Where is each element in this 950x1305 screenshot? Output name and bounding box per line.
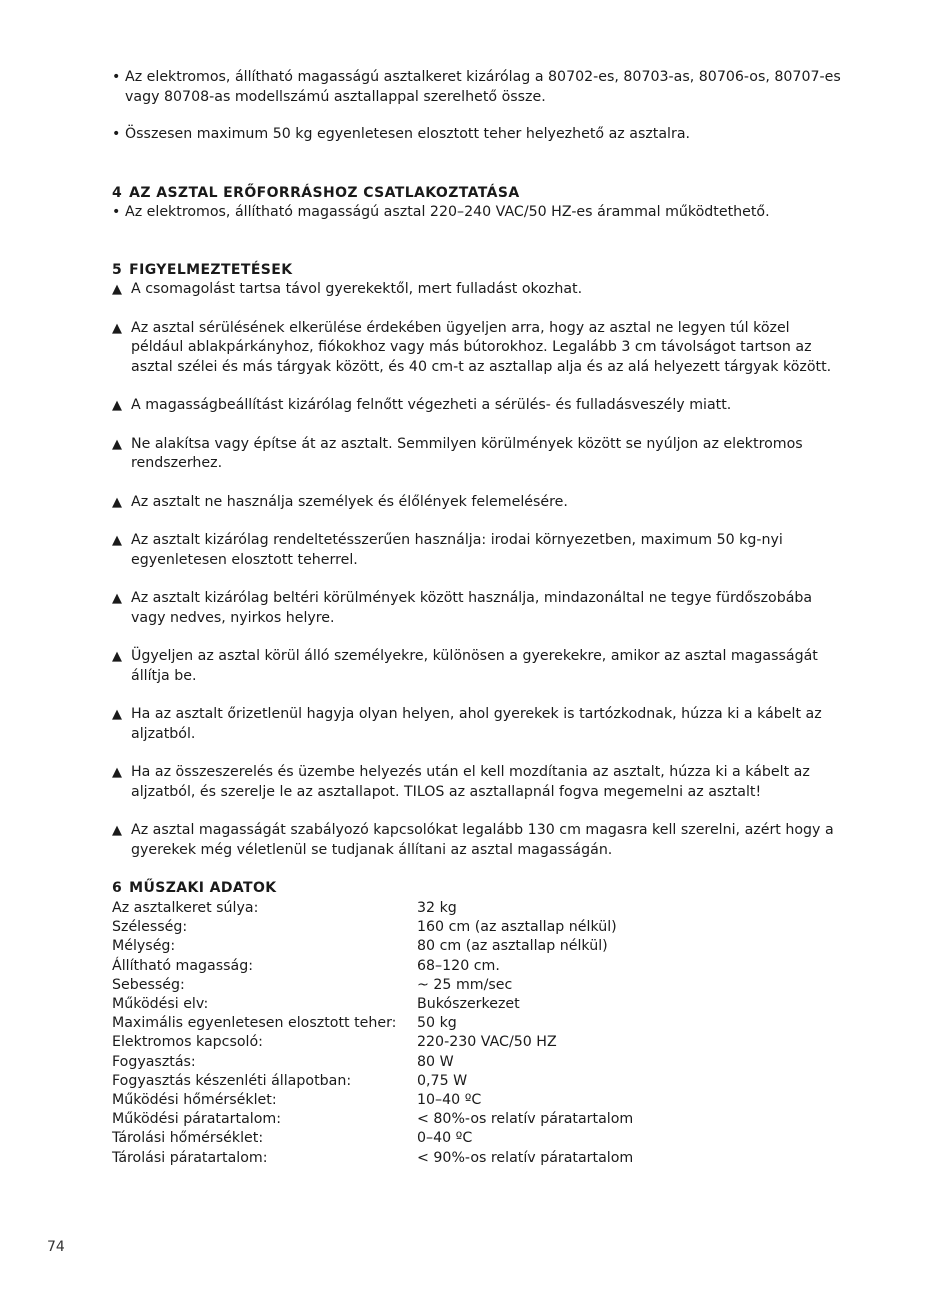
section-title: FIGYELMEZTETÉSEK (129, 262, 293, 278)
bullet-dot: • (112, 69, 121, 85)
spec-row (112, 899, 842, 918)
spec-value: 50 kg (417, 1015, 457, 1032)
spec-row (112, 1149, 842, 1168)
intro-bullet (112, 125, 842, 145)
spec-value: 0,75 W (417, 1072, 468, 1089)
section-4-heading (112, 184, 842, 203)
warning-triangle-icon: ▲ (112, 494, 122, 510)
section-number: 4 (112, 184, 123, 201)
warning-triangle-icon: ▲ (112, 398, 122, 413)
warning-item (112, 531, 842, 570)
spec-value: ~ 25 mm/sec (417, 976, 513, 993)
warning-item (112, 705, 842, 744)
spec-label: Maximális egyenletesen elosztott teher: (112, 1015, 397, 1032)
section-5-heading (112, 261, 842, 280)
spec-row (112, 1033, 842, 1052)
bullet-dot: • (112, 126, 121, 142)
spec-value: 80 W (417, 1053, 454, 1070)
spec-row (112, 1072, 842, 1091)
spec-label: Elektromos kapcsoló: (112, 1034, 263, 1051)
spec-value: < 80%-os relatív páratartalom (417, 1111, 634, 1128)
warning-text: Az asztalt kizárólag beltéri körülmények között használja, mindazonáltal ne tegye fürdőszobába vagy nedves, nyirkos helyre. (131, 590, 813, 626)
spec-row (112, 1091, 842, 1110)
spec-row (112, 976, 842, 995)
warning-triangle-icon: ▲ (112, 533, 122, 548)
warning-text: A magasságbeállítást kizárólag felnőtt végezheti a sérülés- és fulladásveszély miatt. (131, 397, 732, 413)
spec-row (112, 937, 842, 956)
spec-row (112, 1129, 842, 1148)
warning-item (112, 280, 842, 300)
section-title: AZ ASZTAL ERŐFORRÁSHOZ CSATLAKOZTATÁSA (129, 184, 520, 201)
warnings-list (112, 280, 842, 860)
warning-text: Az asztalt kizárólag rendeltetésszerűen használja: irodai környezetben, maximum 50 kg-nyi egyenletesen elosztott teherrel. (131, 532, 783, 568)
warning-text: Ha az asztalt őrizetlenül hagyja olyan helyen, ahol gyerekek is tartózkodnak, húzza ki a kábelt az aljzatból. (131, 706, 822, 742)
page-number: 74 (47, 1239, 65, 1255)
intro-bullet-text: Összesen maximum 50 kg egyenletesen elosztott teher helyezhető az asztalra. (125, 126, 691, 142)
warning-text: A csomagolást tartsa távol gyerekektől, mert fulladást okozhat. (131, 281, 583, 297)
section-number: 5 (112, 262, 123, 278)
warning-triangle-icon: ▲ (112, 436, 122, 452)
warning-item (112, 589, 842, 628)
spec-label: Fogyasztás: (112, 1053, 196, 1070)
warning-triangle-icon: ▲ (112, 765, 122, 780)
spec-value: 220-230 VAC/50 HZ (417, 1034, 557, 1051)
warning-item (112, 763, 842, 802)
spec-row (112, 957, 842, 976)
warning-text: Az asztalt ne használja személyek és élőlények felemelésére. (131, 493, 568, 510)
specs-table (112, 899, 842, 1168)
warning-triangle-icon: ▲ (112, 649, 122, 664)
warning-item (112, 493, 842, 513)
spec-label: Állítható magasság: (112, 957, 254, 974)
warning-triangle-icon: ▲ (112, 823, 122, 838)
spec-label: Mélység: (112, 938, 176, 955)
spec-row (112, 918, 842, 937)
section-title: MŰSZAKI ADATOK (129, 880, 277, 896)
warning-text: Ha az összeszerelés és üzembe helyezés után el kell mozdítania az asztalt, húzza ki a kábelt az aljzatból, és szerelje le az asztallapot. TILOS az asztallapnál fogva megemelni az asztalt! (131, 764, 810, 800)
warning-text: Az asztal sérülésének elkerülése érdekében ügyeljen arra, hogy az asztal ne legyen túl közel például ablakpárkányhoz, fiókokhoz vagy más bútorokhoz. Legalább 3 cm távolságot tartson az asztal szélei és más tárgyak között, és 40 cm-t az asztallap alja és az alá helyezett tárgyak között. (131, 319, 832, 375)
section-6-heading (112, 879, 842, 898)
spec-row (112, 1053, 842, 1072)
spec-label: Szélesség: (112, 919, 188, 936)
spec-value: < 90%-os relatív páratartalom (417, 1149, 634, 1166)
spec-label: Tárolási páratartalom: (112, 1149, 268, 1166)
spec-row (112, 1110, 842, 1129)
document-body (112, 68, 842, 1168)
spec-value: 160 cm (az asztallap nélkül) (417, 919, 617, 936)
warning-item (112, 319, 842, 378)
warning-text: Az asztal magasságát szabályozó kapcsolókat legalább 130 cm magasra kell szerelni, azért hogy a gyerekek még véletlenül se tudjanak állítani az asztal magasságán. (131, 822, 834, 858)
spec-value: 32 kg (417, 900, 457, 916)
section-4-bullet-text: Az elektromos, állítható magasságú asztal 220–240 VAC/50 HZ-es árammal működtethető. (125, 203, 770, 220)
warning-text: Ne alakítsa vagy építse át az asztalt. Semmilyen körülmények között se nyúljon az elektromos rendszerhez. (131, 435, 803, 471)
warning-triangle-icon: ▲ (112, 707, 122, 722)
spec-value: 10–40 ºC (417, 1092, 482, 1109)
warning-triangle-icon: ▲ (112, 320, 122, 336)
spec-label: Sebesség: (112, 976, 185, 993)
spec-label: Működési elv: (112, 996, 209, 1013)
intro-bullet (112, 68, 842, 107)
spec-label: Működési páratartalom: (112, 1111, 281, 1128)
spec-label: Működési hőmérséklet: (112, 1092, 277, 1109)
spec-label: Fogyasztás készenléti állapotban: (112, 1072, 352, 1089)
spec-value: 68–120 cm. (417, 957, 500, 974)
section-number: 6 (112, 880, 123, 896)
section-4-bullet (112, 203, 842, 223)
spec-row (112, 1014, 842, 1033)
warning-triangle-icon: ▲ (112, 591, 122, 606)
spec-value: 80 cm (az asztallap nélkül) (417, 938, 608, 955)
spec-label: Tárolási hőmérséklet: (112, 1130, 264, 1147)
warning-item (112, 435, 842, 474)
spec-row (112, 995, 842, 1014)
warning-triangle-icon: ▲ (112, 282, 122, 297)
spec-value: Bukószerkezet (417, 996, 520, 1013)
warning-item (112, 821, 842, 860)
warning-text: Ügyeljen az asztal körül álló személyekre, különösen a gyerekekre, amikor az asztal magasságát állítja be. (131, 648, 818, 684)
warning-item (112, 396, 842, 416)
spec-label: Az asztalkeret súlya: (112, 900, 259, 916)
spec-value: 0–40 ºC (417, 1130, 473, 1147)
warning-item (112, 647, 842, 686)
bullet-dot: • (112, 203, 121, 220)
intro-bullet-text: Az elektromos, állítható magasságú asztalkeret kizárólag a 80702-es, 80703-as, 80706-os, 80707-es vagy 80708-as modellszámú asztallappal szerelhető össze. (125, 69, 841, 105)
